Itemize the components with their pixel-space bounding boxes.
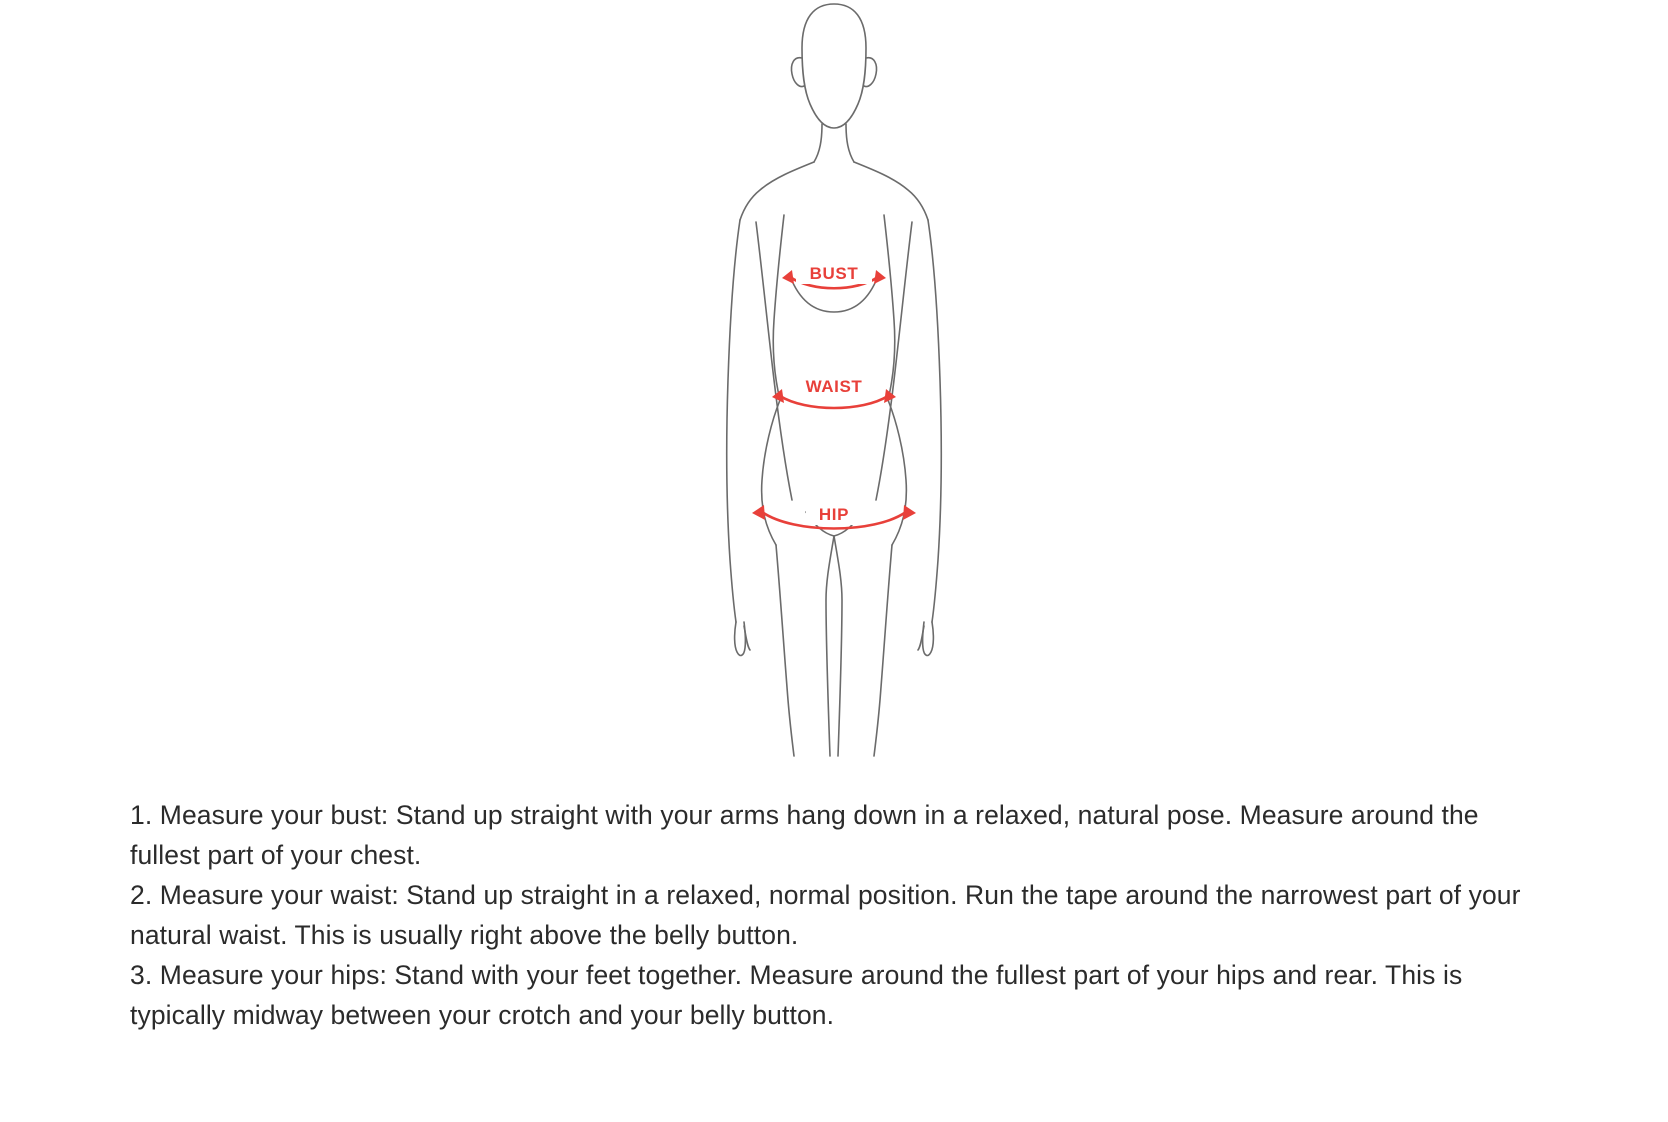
hip-arrow-right	[903, 505, 916, 520]
waist-tape-line	[780, 396, 888, 408]
waist-label: WAIST	[805, 377, 863, 396]
instruction-waist: 2. Measure your waist: Stand up straight in a relaxed, normal position. Run the tape around the narrowest part of your natural waist. This is usually right above the belly button.	[130, 880, 1521, 950]
bust-arrow-left	[782, 270, 794, 284]
body-figure-svg	[634, 0, 1034, 760]
measurement-instructions	[130, 795, 1530, 1035]
instruction-hips: 3. Measure your hips: Stand with your feet together. Measure around the fullest part of your hips and rear. This is typically midway between your crotch and your belly button.	[130, 960, 1463, 1030]
hip-label: HIP	[818, 505, 850, 524]
hip-arrow-left	[752, 505, 765, 520]
bust-arrow-right	[874, 270, 886, 284]
bust-label: BUST	[809, 264, 859, 283]
instruction-bust: 1. Measure your bust: Stand up straight with your arms hang down in a relaxed, natural pose. Measure around the fullest part of your chest.	[130, 800, 1479, 870]
